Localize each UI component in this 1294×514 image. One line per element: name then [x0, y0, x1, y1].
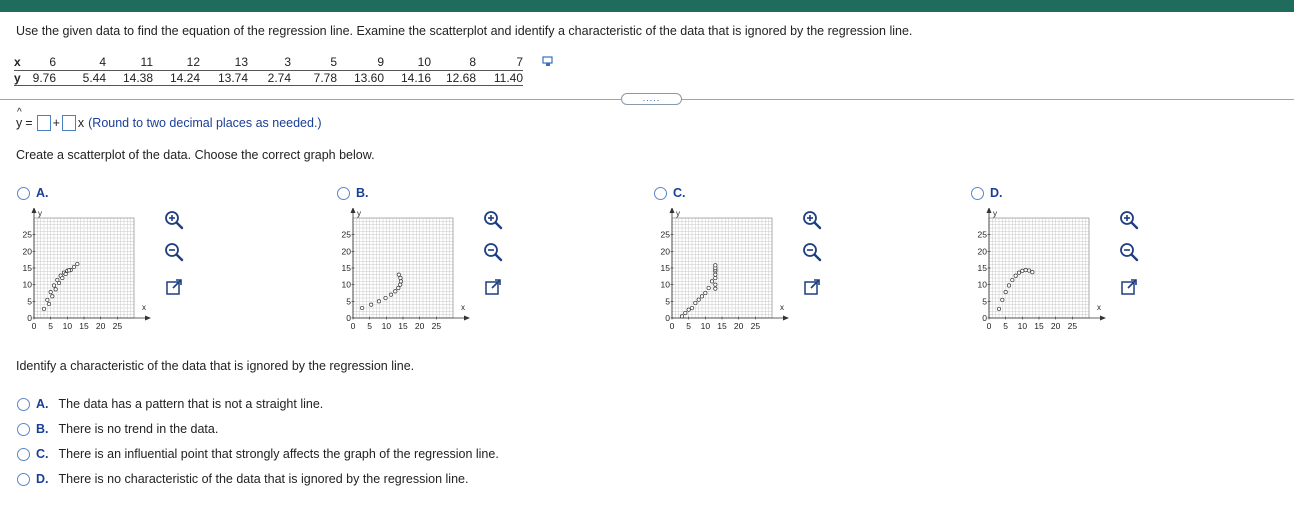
x-tick-label: 25: [750, 321, 761, 331]
intercept-input[interactable]: [37, 115, 51, 131]
zoom-out-icon[interactable]: [482, 241, 504, 263]
data-point: [714, 276, 717, 279]
option-letter: C.: [673, 186, 686, 200]
y-axis-label: y: [357, 209, 361, 218]
popout-icon[interactable]: [1118, 276, 1140, 298]
data-point: [714, 264, 717, 267]
y-tick-label: 15: [977, 263, 987, 273]
data-point: [52, 284, 55, 287]
option-text: There is no trend in the data.: [58, 422, 219, 436]
option-letter: D.: [36, 472, 49, 486]
x-tick-label: 15: [1034, 321, 1044, 331]
x-value-cell: 12: [153, 55, 200, 70]
y-tick-label: 20: [22, 246, 32, 257]
y-tick-label: 10: [977, 279, 987, 290]
answer-option-b[interactable]: [17, 422, 218, 436]
option-letter: A.: [36, 397, 49, 411]
zoom-out-icon[interactable]: [163, 241, 185, 263]
data-point: [714, 273, 717, 276]
y-value-cell: 14.16: [384, 70, 431, 85]
data-point: [46, 298, 49, 301]
x-value-cell: 4: [56, 55, 106, 70]
zoom-out-icon[interactable]: [801, 241, 823, 263]
data-point: [72, 265, 75, 268]
data-table: [14, 55, 523, 86]
radio-button[interactable]: [17, 423, 30, 436]
radio-button[interactable]: [17, 398, 30, 411]
x-axis-label: x: [142, 303, 146, 312]
x-row: [14, 55, 523, 70]
y-tick-label: 20: [341, 246, 351, 257]
x-tick-label: 10: [700, 321, 711, 331]
y-header: y: [14, 70, 28, 85]
zoom-in-icon[interactable]: [163, 209, 185, 231]
data-point: [1011, 278, 1014, 281]
y-tick-label: 0: [665, 313, 670, 323]
x-axis-arrow: [1100, 316, 1106, 321]
radio-button[interactable]: [17, 473, 30, 486]
y-tick-label: 10: [22, 279, 32, 290]
x-tick-label: 10: [1017, 321, 1028, 331]
option-text: The data has a pattern that is not a straight line.: [58, 397, 324, 411]
y-tick-label: 20: [977, 246, 987, 257]
data-point: [47, 302, 50, 305]
grid: [353, 218, 453, 318]
answer-option-d[interactable]: [17, 472, 468, 486]
y-tick-label: 15: [22, 263, 32, 273]
equation-line: [16, 107, 322, 131]
x-variable: x: [77, 116, 85, 130]
data-point: [1024, 268, 1027, 271]
y-axis-arrow: [987, 208, 992, 213]
grid: [672, 218, 772, 318]
y-tick-label: 5: [982, 296, 987, 307]
radio-button[interactable]: [654, 187, 667, 200]
data-point: [384, 296, 387, 299]
y-hat-symbol: [16, 107, 23, 130]
y-value-cell: 14.24: [153, 70, 200, 85]
x-tick-label: 0: [986, 321, 992, 331]
radio-button[interactable]: [17, 187, 30, 200]
data-point: [1004, 290, 1007, 293]
y-value-cell: 12.68: [431, 70, 476, 85]
x-value-cell: 6: [28, 55, 56, 70]
y-tick-label: 25: [341, 229, 351, 240]
popout-icon[interactable]: [801, 276, 823, 298]
data-point: [397, 286, 400, 289]
slope-input[interactable]: [62, 115, 76, 131]
y-value-cell: 13.74: [200, 70, 248, 85]
y-value-cell: 14.38: [106, 70, 153, 85]
x-header: x: [14, 55, 28, 70]
x-tick-label: 5: [48, 321, 54, 331]
data-point: [42, 307, 45, 310]
y-axis-label: y: [676, 209, 680, 218]
data-point: [51, 295, 54, 298]
zoom-out-icon[interactable]: [1118, 241, 1140, 263]
data-point: [710, 280, 713, 283]
x-axis-arrow: [145, 316, 151, 321]
data-point: [360, 306, 363, 309]
y-axis-label: y: [993, 209, 997, 218]
data-point: [399, 283, 402, 286]
option-letter: D.: [990, 186, 1003, 200]
x-tick-label: 25: [112, 321, 123, 331]
y-value-cell: 13.60: [337, 70, 384, 85]
y-tick-label: 5: [665, 296, 670, 307]
y-tick-label: 25: [977, 229, 987, 240]
data-point: [399, 280, 402, 283]
data-point: [694, 301, 697, 304]
option-letter: B.: [36, 422, 49, 436]
data-point: [54, 288, 57, 291]
y-tick-label: 15: [341, 263, 351, 273]
y-tick-label: 0: [27, 313, 32, 323]
graph-option-a[interactable]: [17, 186, 49, 200]
x-tick-label: 10: [381, 321, 392, 331]
y-tick-label: 20: [660, 246, 670, 257]
y-axis-label: y: [38, 209, 42, 218]
x-value-cell: 11: [106, 55, 153, 70]
scatter-prompt: Create a scatterplot of the data. Choose the correct graph below.: [16, 148, 375, 162]
data-point: [394, 290, 397, 293]
data-point: [67, 269, 70, 272]
question-2-text: Identify a characteristic of the data that is ignored by the regression line.: [16, 359, 415, 373]
x-axis-label: x: [780, 303, 784, 312]
y-axis-arrow: [32, 208, 37, 213]
top-banner: [0, 0, 1294, 12]
more-button[interactable]: .....: [621, 93, 682, 105]
option-text: There is no characteristic of the data that is ignored by the regression line.: [58, 472, 469, 486]
y-value-cell: 5.44: [56, 70, 106, 85]
data-point: [684, 311, 687, 314]
data-point: [1031, 271, 1034, 274]
x-value-cell: 13: [200, 55, 248, 70]
y-tick-label: 10: [660, 279, 670, 290]
x-tick-label: 5: [686, 321, 692, 331]
grid: [989, 218, 1089, 318]
x-value-cell: 10: [384, 55, 431, 70]
hat-mark: ^: [17, 107, 22, 118]
y-value-cell: 7.78: [291, 70, 337, 85]
x-tick-label: 25: [1067, 321, 1078, 331]
data-point: [714, 287, 717, 290]
option-letter: C.: [36, 447, 49, 461]
data-point: [61, 276, 64, 279]
x-tick-label: 20: [733, 321, 744, 331]
radio-button[interactable]: [971, 187, 984, 200]
x-value-cell: 7: [476, 55, 523, 70]
y-row: [14, 70, 523, 85]
data-point: [397, 273, 400, 276]
equals-sign: =: [25, 116, 33, 130]
data-point: [64, 272, 67, 275]
graph-option-d[interactable]: [971, 186, 1003, 200]
y-axis-arrow: [670, 208, 675, 213]
data-point: [1027, 269, 1030, 272]
x-tick-label: 0: [669, 321, 675, 331]
radio-button[interactable]: [17, 448, 30, 461]
y-tick-label: 5: [346, 296, 351, 307]
zoom-in-icon[interactable]: [482, 209, 504, 231]
data-point: [1001, 298, 1004, 301]
instruction-text: Use the given data to find the equation of the regression line. Examine the scatterplot and identify a characteristic of the data that is ignored by the regression line.: [16, 24, 913, 38]
data-point: [389, 293, 392, 296]
popout-icon[interactable]: [163, 276, 185, 298]
data-point: [76, 262, 79, 265]
x-axis-arrow: [464, 316, 470, 321]
x-tick-label: 25: [431, 321, 442, 331]
answer-option-a[interactable]: [17, 397, 323, 411]
x-tick-label: 0: [31, 321, 37, 331]
option-text: There is an influential point that strongly affects the graph of the regression line.: [58, 447, 499, 461]
x-tick-label: 0: [350, 321, 356, 331]
x-axis-label: x: [461, 303, 465, 312]
y-value-cell: 11.40: [476, 70, 523, 85]
data-point: [687, 308, 690, 311]
x-tick-label: 5: [367, 321, 373, 331]
zoom-in-icon[interactable]: [1118, 209, 1140, 231]
y-tick-label: 0: [346, 313, 351, 323]
scatterplot-d: [975, 208, 1125, 338]
data-point: [680, 315, 683, 318]
data-point: [707, 286, 710, 289]
data-point: [399, 276, 402, 279]
x-axis-arrow: [783, 316, 789, 321]
data-point: [377, 300, 380, 303]
x-value-cell: 8: [431, 55, 476, 70]
option-letter: B.: [356, 186, 369, 200]
y-hat-letter: y: [16, 116, 23, 130]
y-tick-label: 5: [27, 296, 32, 307]
x-tick-label: 15: [717, 321, 727, 331]
y-tick-label: 25: [22, 229, 32, 240]
data-point: [700, 295, 703, 298]
data-point: [49, 290, 52, 293]
x-tick-label: 10: [62, 321, 73, 331]
y-axis-arrow: [351, 208, 356, 213]
data-point: [1017, 271, 1020, 274]
data-point: [704, 291, 707, 294]
scatterplot-a: [20, 208, 170, 338]
y-tick-label: 0: [982, 313, 987, 323]
x-tick-label: 20: [95, 321, 106, 331]
data-point: [697, 298, 700, 301]
x-tick-label: 15: [398, 321, 408, 331]
popout-icon[interactable]: [482, 276, 504, 298]
data-point: [57, 281, 60, 284]
x-axis-label: x: [1097, 303, 1101, 312]
data-point: [1014, 274, 1017, 277]
y-tick-label: 15: [660, 263, 670, 273]
y-value-cell: 9.76: [28, 70, 56, 85]
x-value-cell: 3: [248, 55, 291, 70]
x-tick-label: 20: [414, 321, 425, 331]
data-point: [1007, 284, 1010, 287]
data-point: [714, 283, 717, 286]
data-point: [997, 307, 1000, 310]
data-point: [369, 303, 372, 306]
x-value-cell: 9: [337, 55, 384, 70]
y-tick-label: 10: [341, 279, 351, 290]
x-value-cell: 5: [291, 55, 337, 70]
graph-option-c[interactable]: [654, 186, 686, 200]
rounding-note: (Round to two decimal places as needed.): [88, 116, 322, 130]
x-tick-label: 5: [1003, 321, 1009, 331]
graph-option-b[interactable]: [337, 186, 369, 200]
y-value-cell: 2.74: [248, 70, 291, 85]
scatterplot-c: [658, 208, 808, 338]
radio-button[interactable]: [337, 187, 350, 200]
data-point: [1021, 269, 1024, 272]
option-letter: A.: [36, 186, 49, 200]
plus-sign: +: [52, 116, 60, 130]
zoom-in-icon[interactable]: [801, 209, 823, 231]
answer-option-c[interactable]: [17, 447, 499, 461]
x-tick-label: 20: [1050, 321, 1061, 331]
y-tick-label: 25: [660, 229, 670, 240]
x-tick-label: 15: [79, 321, 89, 331]
copy-data-icon[interactable]: [542, 56, 554, 67]
scatterplot-b: [339, 208, 489, 338]
data-point: [690, 306, 693, 309]
